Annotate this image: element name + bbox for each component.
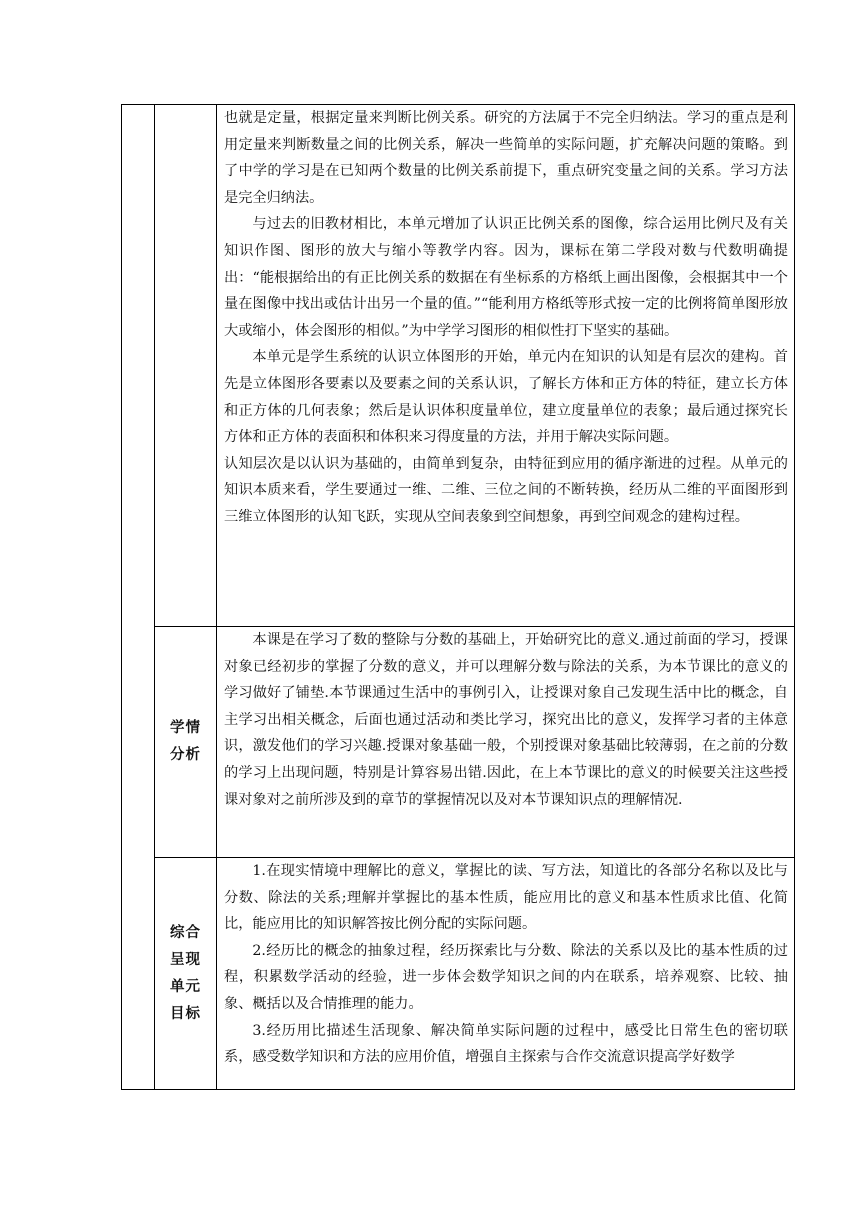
row-label-cell xyxy=(155,105,217,627)
table-row xyxy=(122,105,795,627)
paragraph: 本单元是学生系统的认识立体图形的开始，单元内在知识的认知是有层次的建构。首先是立体图形各要素以及要素之间的关系认识，了解长方体和正方体的特征，建立长方体和正方体的几何表象；然后是认识体积度量单位，建立度量单位的表象；最后通过探究长方体和正方体的表面积和体积来习得度量的方法，并用于解决实际问题。 xyxy=(224,349,788,446)
lesson-plan-table xyxy=(121,104,795,1090)
paragraph: 认知层次是以认识为基础的，由简单到复杂，由特征到应用的循序渐进的过程。从单元的知识本质来看，学生要通过一维、二维、三位之间的不断转换，经历从二维的平面图形到三维立体图形的认知飞跃，实现从空间表象到空间想象，再到空间观念的建构过程。 xyxy=(224,455,788,525)
content-cell xyxy=(217,858,795,1090)
table-row xyxy=(122,627,795,858)
row-label-unit-goals: 综合呈现单元目标 xyxy=(170,924,201,1022)
learner-analysis-text xyxy=(217,627,794,813)
paragraph: 2.经历比的概念的抽象过程，经历探索比与分数、除法的关系以及比的基本性质的过程，积累数学活动的经验，进一步体会数学知识之间的内在联系，培养观察、比较、抽象、概括以及合情推理的能力。 xyxy=(224,942,788,1012)
content-cell xyxy=(217,105,795,627)
paragraph: 1.在现实情境中理解比的意义，掌握比的读、写方法，知道比的各部分名称以及比与分数、除法的关系;理解并掌握比的基本性质，能应用比的意义和基本性质求比值、化简比，能应用比的知识解答按比例分配的实际问题。 xyxy=(224,863,788,933)
paragraph: 本课是在学习了数的整除与分数的基础上，开始研究比的意义.通过前面的学习，授课对象已经初步的掌握了分数的意义，并可以理解分数与除法的关系，为本节课比的意义的学习做好了铺垫.本节课通过生活中的事例引入，让授课对象自己发现生活中比的概念，自主学习出相关概念，后面也通过活动和类比学习，探究出比的意义，发挥学习者的主体意识，激发他们的学习兴趣.授课对象基础一般，个别授课对象基础比较薄弱，在之前的分数的学习上出现问题，特别是计算容易出错.因此，在上本节课比的意义的时候要关注这些授课对象对之前所涉及到的章节的掌握情况以及对本节课知识点的理解情况. xyxy=(224,632,788,808)
outer-left-column xyxy=(122,105,155,1090)
paragraph: 与过去的旧教材相比，本单元增加了认识正比例关系的图像，综合运用比例尺及有关知识作图、图形的放大与缩小等教学内容。因为，课标在第二学段对数与代数明确提出：“能根据给出的有正比例关系的数据在有坐标系的方格纸上画出图像，会根据其中一个量在图像中找出或估计出另一个量的值。”“能利用方格纸等形式按一定的比例将简单图形放大或缩小，体会图形的相似。”为中学学习图形的相似性打下坚实的基础。 xyxy=(224,216,788,339)
paragraph: 也就是定量，根据定量来判断比例关系。研究的方法属于不完全归纳法。学习的重点是利用定量来判断数量之间的比例关系，解决一些简单的实际问题，扩充解决问题的策略。到了中学的学习是在已知两个数量的比例关系前提下，重点研究变量之间的关系。学习方法是完全归纳法。 xyxy=(224,110,788,206)
unit-analysis-text xyxy=(217,105,794,531)
row-label-cell xyxy=(155,858,217,1090)
paragraph: 3.经历用比描述生活现象、解决简单实际问题的过程中，感受比日常生色的密切联系，感受数学知识和方法的应用价值，增强自主探索与合作交流意识提高学好数学 xyxy=(224,1022,788,1066)
row-label-cell xyxy=(155,627,217,858)
content-cell xyxy=(217,627,795,858)
unit-goals-text xyxy=(217,858,794,1071)
table-row xyxy=(122,858,795,1090)
row-label-learner-analysis: 学情分析 xyxy=(170,720,201,763)
